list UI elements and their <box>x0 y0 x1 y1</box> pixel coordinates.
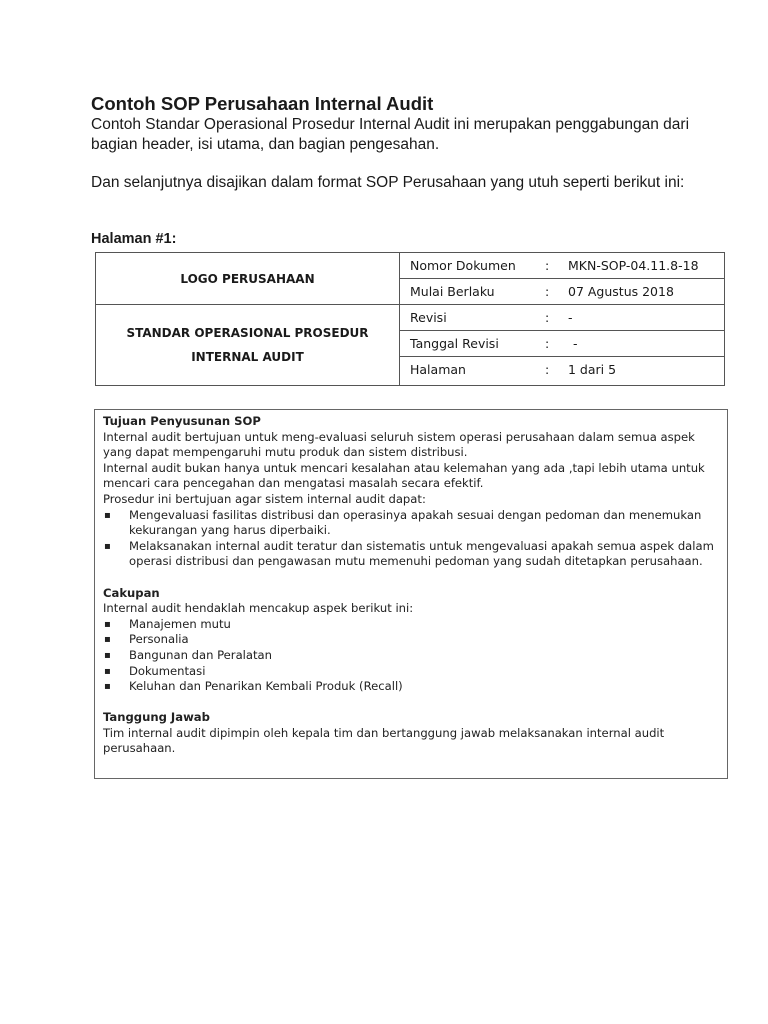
section-title-tujuan: Tujuan Penyusunan SOP <box>103 414 261 428</box>
meta-label: Revisi <box>410 310 447 325</box>
halaman-label: Halaman #1: <box>91 231 177 247</box>
tujuan-paragraph-2: Internal audit bukan hanya untuk mencari kesalahan atau kelemahan yang ada ,tapi lebih utama untuk mencari cara pencegahan dan mengatasi masalah secara efektif. <box>103 460 705 491</box>
list-item <box>103 539 727 570</box>
bullet-icon: ▪ <box>104 618 111 630</box>
list-item <box>103 664 727 680</box>
list-item <box>103 617 727 633</box>
meta-row-mulai-berlaku <box>400 279 724 305</box>
intro-paragraph-1: Contoh Standar Operasional Prosedur Internal Audit ini merupakan penggabungan dari bagian header, isi utama, dan bagian pengesahan. <box>91 116 690 153</box>
meta-value: 07 Agustus 2018 <box>568 284 674 299</box>
meta-label: Halaman <box>410 362 466 377</box>
section-spacer <box>103 695 727 711</box>
tujuan-paragraph-3: Prosedur ini bertujuan agar sistem internal audit dapat: <box>103 491 426 506</box>
cakupan-intro: Internal audit hendaklah mencakup aspek berikut ini: <box>103 601 414 616</box>
list-item <box>103 508 727 539</box>
list-item-text: Manajemen mutu <box>129 616 231 631</box>
bullet-icon: ▪ <box>104 540 111 552</box>
meta-colon: : <box>545 284 550 299</box>
meta-value: - <box>568 310 573 325</box>
bullet-icon: ▪ <box>104 634 111 646</box>
meta-value: - <box>573 336 578 351</box>
meta-value: 1 dari 5 <box>568 362 617 377</box>
meta-row-tanggal-revisi <box>400 331 724 357</box>
header-left-column <box>96 253 400 385</box>
bullet-icon: ▪ <box>104 665 111 677</box>
list-item-text: Mengevaluasi fasilitas distribusi dan operasinya apakah sesuai dengan pedoman dan menemukan kekurangan yang harus diperbaiki. <box>129 507 702 538</box>
meta-row-halaman <box>400 357 724 383</box>
header-meta-column <box>400 253 724 385</box>
intro-paragraph-2: Dan selanjutnya disajikan dalam format SOP Perusahaan yang utuh seperti berikut ini: <box>91 174 685 191</box>
meta-label: Nomor Dokumen <box>410 258 516 273</box>
list-item-text: Keluhan dan Penarikan Kembali Produk (Recall) <box>129 679 403 694</box>
section-title-tanggung-jawab: Tanggung Jawab <box>103 710 210 725</box>
section-title-cakupan: Cakupan <box>103 585 160 600</box>
bullet-icon: ▪ <box>104 681 111 693</box>
meta-row-nomor-dokumen <box>400 253 724 279</box>
list-item-text: Personalia <box>129 632 189 647</box>
meta-value: MKN-SOP-04.11.8-18 <box>568 258 699 273</box>
meta-label: Mulai Berlaku <box>410 284 495 299</box>
meta-colon: : <box>545 258 550 273</box>
tujuan-bullet-list <box>103 508 727 570</box>
list-item <box>103 679 727 695</box>
sop-content-box <box>94 409 728 779</box>
list-item <box>103 648 727 664</box>
page-title: Contoh SOP Perusahaan Internal Audit <box>91 93 434 114</box>
meta-colon: : <box>545 310 550 325</box>
meta-row-revisi <box>400 305 724 331</box>
list-item-text: Bangunan dan Peralatan <box>129 647 273 662</box>
tanggung-jawab-text: Tim internal audit dipimpin oleh kepala tim dan bertanggung jawab melaksanakan internal audit perusahaan. <box>103 725 665 756</box>
list-item <box>103 632 727 648</box>
sop-title-line-1: STANDAR OPERASIONAL PROSEDUR <box>126 326 369 340</box>
meta-label: Tanggal Revisi <box>410 336 499 351</box>
bullet-icon: ▪ <box>104 509 111 521</box>
sop-title-line-2: INTERNAL AUDIT <box>191 350 304 364</box>
meta-colon: : <box>545 362 550 377</box>
meta-colon: : <box>545 336 550 351</box>
list-item-text: Melaksanakan internal audit teratur dan sistematis untuk mengevaluasi apakah semua aspek dalam operasi distribusi dan pengawasan mutu memenuhi pedoman yang sudah ditetapkan perusahaan. <box>129 538 714 569</box>
sop-title-cell <box>96 305 399 385</box>
bullet-icon: ▪ <box>104 649 111 661</box>
tujuan-paragraph-1: Internal audit bertujuan untuk meng-evaluasi seluruh sistem operasi perusahaan dalam semua aspek yang dapat mempengaruhi mutu produk dan sistem distribusi. <box>103 429 695 460</box>
sop-header-table <box>95 252 725 386</box>
company-logo-placeholder: LOGO PERUSAHAAN <box>96 253 399 305</box>
list-item-text: Dokumentasi <box>129 663 206 678</box>
cakupan-bullet-list <box>103 617 727 695</box>
section-spacer <box>103 570 727 586</box>
